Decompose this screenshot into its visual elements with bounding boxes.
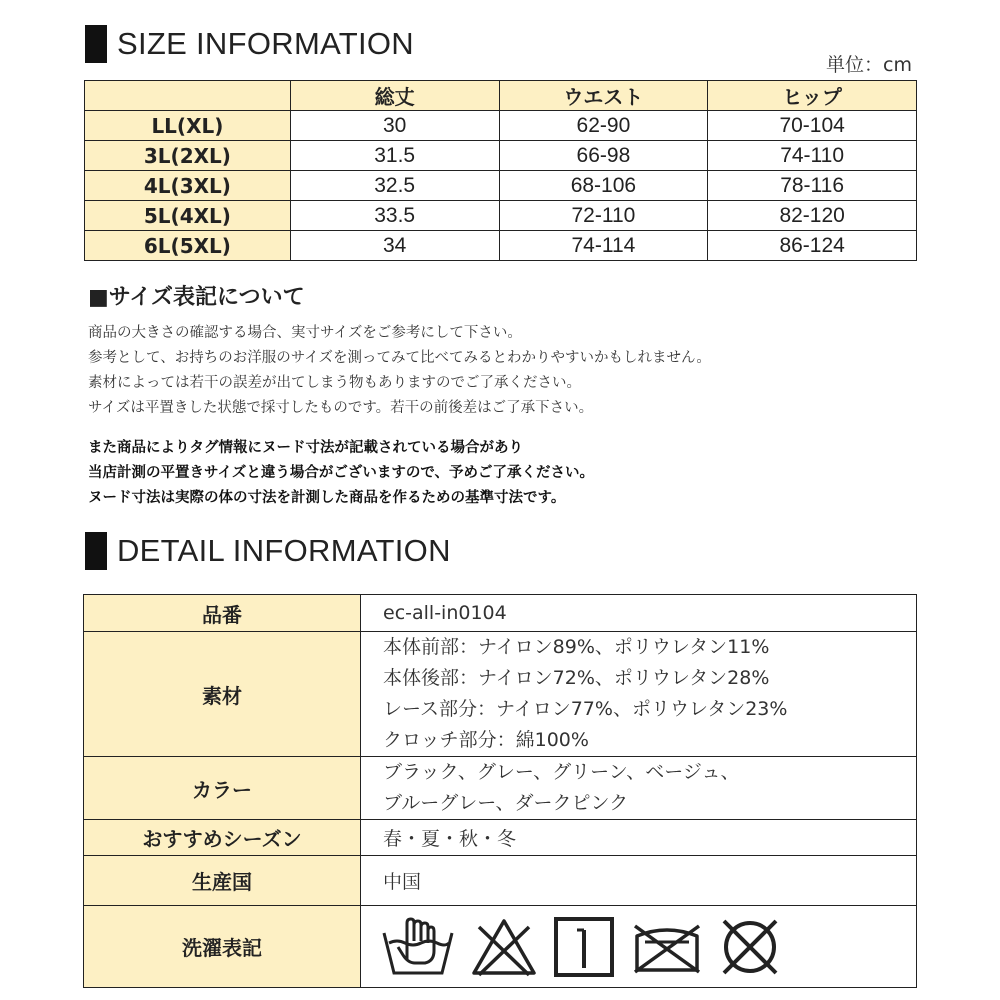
product-no-value: ec-all-in0104 bbox=[361, 595, 917, 632]
detail-section-title bbox=[85, 532, 451, 570]
detail-row-product-no bbox=[84, 595, 917, 632]
table-row bbox=[85, 231, 917, 261]
waist-value: 68-106 bbox=[499, 171, 708, 201]
size-label: 4L(3XL) bbox=[85, 171, 291, 201]
detail-title-text: DETAIL INFORMATION bbox=[117, 533, 451, 568]
table-row bbox=[85, 111, 917, 141]
color-value bbox=[361, 757, 917, 820]
about-line: 商品の大きさの確認する場合、実寸サイズをご参考にして下さい。 bbox=[88, 325, 522, 341]
unit-label: 単位：cm bbox=[826, 54, 912, 76]
length-value: 31.5 bbox=[290, 141, 499, 171]
length-value: 32.5 bbox=[290, 171, 499, 201]
season-value: 春・夏・秋・冬 bbox=[361, 820, 917, 856]
header-hip: ヒップ bbox=[708, 81, 917, 111]
material-line: 本体前部：ナイロン89%、ポリウレタン11% bbox=[383, 636, 770, 658]
size-table-header-row bbox=[85, 81, 917, 111]
size-title-text: SIZE INFORMATION bbox=[117, 26, 414, 61]
detail-row-material bbox=[84, 632, 917, 757]
no-tumble-dry-icon bbox=[631, 920, 703, 974]
size-section-title bbox=[85, 25, 414, 63]
material-line: クロッチ部分：綿100% bbox=[383, 729, 589, 751]
header-corner bbox=[85, 81, 291, 111]
hip-value: 70-104 bbox=[708, 111, 917, 141]
product-no-label: 品番 bbox=[84, 595, 361, 632]
hip-value: 86-124 bbox=[708, 231, 917, 261]
size-label: 3L(2XL) bbox=[85, 141, 291, 171]
title-bar-mark bbox=[85, 25, 107, 63]
season-label: おすすめシーズン bbox=[84, 820, 361, 856]
nude-size-note: ヌード寸法は実際の体の寸法を計測した商品を作るための基準寸法です。 bbox=[88, 490, 566, 506]
care-value bbox=[361, 906, 917, 988]
table-row bbox=[85, 201, 917, 231]
header-length: 総丈 bbox=[290, 81, 499, 111]
detail-row-care bbox=[84, 906, 917, 988]
title-bar-mark bbox=[85, 532, 107, 570]
detail-row-origin bbox=[84, 856, 917, 906]
waist-value: 62-90 bbox=[499, 111, 708, 141]
color-line: ブラック、グレー、グリーン、ベージュ、 bbox=[383, 761, 740, 783]
size-notation-heading: ■サイズ表記について bbox=[88, 285, 305, 310]
material-value bbox=[361, 632, 917, 757]
table-row bbox=[85, 171, 917, 201]
detail-row-color bbox=[84, 757, 917, 820]
size-label: LL(XL) bbox=[85, 111, 291, 141]
origin-value: 中国 bbox=[361, 856, 917, 906]
table-row bbox=[85, 141, 917, 171]
length-value: 33.5 bbox=[290, 201, 499, 231]
length-value: 34 bbox=[290, 231, 499, 261]
material-label: 素材 bbox=[84, 632, 361, 757]
no-bleach-icon bbox=[471, 917, 537, 977]
color-label: カラー bbox=[84, 757, 361, 820]
material-line: レース部分：ナイロン77%、ポリウレタン23% bbox=[383, 698, 788, 720]
care-icons bbox=[381, 915, 916, 979]
hip-value: 82-120 bbox=[708, 201, 917, 231]
line-dry-icon bbox=[553, 916, 615, 978]
material-line: 本体後部：ナイロン72%、ポリウレタン28% bbox=[383, 667, 770, 689]
hand-wash-icon bbox=[381, 915, 455, 979]
color-line: ブルーグレー、ダークピンク bbox=[383, 792, 629, 814]
care-label: 洗濯表記 bbox=[84, 906, 361, 988]
header-waist: ウエスト bbox=[499, 81, 708, 111]
waist-value: 66-98 bbox=[499, 141, 708, 171]
hip-value: 74-110 bbox=[708, 141, 917, 171]
size-label: 6L(5XL) bbox=[85, 231, 291, 261]
waist-value: 72-110 bbox=[499, 201, 708, 231]
origin-label: 生産国 bbox=[84, 856, 361, 906]
waist-value: 74-114 bbox=[499, 231, 708, 261]
about-line: 参考として、お持ちのお洋服のサイズを測ってみて比べてみるとわかりやすいかもしれません。 bbox=[88, 350, 711, 366]
length-value: 30 bbox=[290, 111, 499, 141]
no-dry-clean-icon bbox=[719, 916, 781, 978]
hip-value: 78-116 bbox=[708, 171, 917, 201]
about-line: サイズは平置きした状態で採寸したものです。若干の前後差はご了承下さい。 bbox=[88, 400, 594, 416]
about-line: 素材によっては若干の誤差が出てしまう物もありますのでご了承ください。 bbox=[88, 375, 581, 391]
detail-row-season bbox=[84, 820, 917, 856]
size-label: 5L(4XL) bbox=[85, 201, 291, 231]
size-table bbox=[84, 80, 917, 261]
detail-table bbox=[83, 594, 917, 988]
nude-size-note: 当店計測の平置きサイズと違う場合がございますので、予めご了承ください。 bbox=[88, 465, 595, 481]
nude-size-note: また商品によりタグ情報にヌード寸法が記載されている場合があり bbox=[88, 440, 523, 456]
